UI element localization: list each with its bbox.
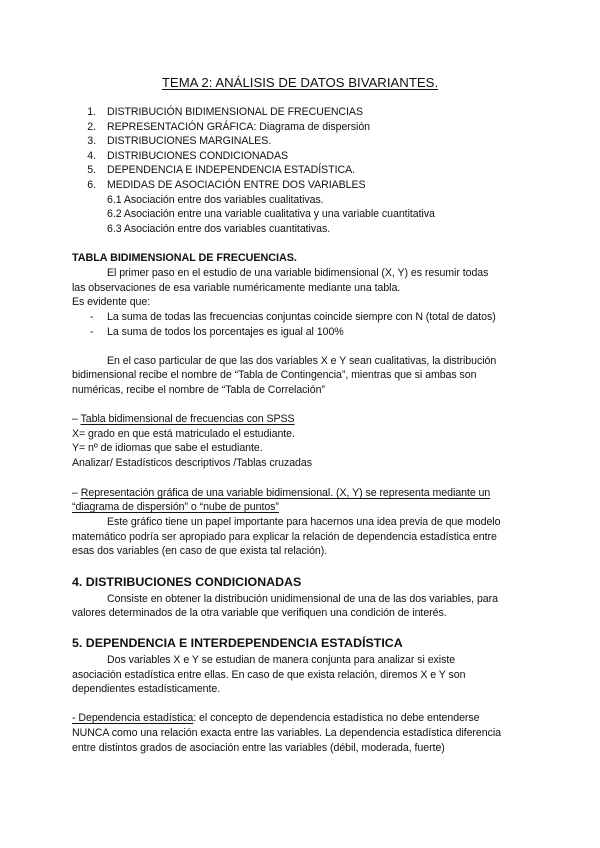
toc-subitem: 6.1 Asociación entre dos variables cualitativas.: [107, 194, 324, 206]
paragraph-line: Analizar/ Estadísticos descriptivos /Tablas cruzadas: [72, 457, 312, 469]
toc-number: 4.: [87, 150, 96, 162]
toc-item: DISTRIBUCIÓN BIDIMENSIONAL DE FRECUENCIAS: [107, 106, 363, 118]
bullet-item: La suma de todos los porcentajes es igual al 100%: [107, 326, 344, 338]
paragraph-line: En el caso particular de que las dos variables X e Y sean cualitativas, la distribución: [107, 355, 497, 367]
toc-item: DISTRIBUCIONES CONDICIONADAS: [107, 150, 289, 162]
grafica-subheading: [72, 486, 490, 501]
paragraph-line: Es evidente que:: [72, 296, 151, 308]
paragraph-line: numéricas, recibe el nombre de “Tabla de Correlación”: [72, 384, 325, 396]
toc-item: MEDIDAS DE ASOCIACIÓN ENTRE DOS VARIABLES: [107, 179, 366, 191]
paragraph-line: Dos variables X e Y se estudian de manera conjunta para analizar si existe: [107, 654, 456, 666]
paragraph-line: las observaciones de esa variable numéricamente mediante una tabla.: [72, 282, 401, 294]
dependencia-line: [72, 711, 480, 726]
bullet-item: La suma de todas las frecuencias conjuntas coincide siempre con N (total de datos): [107, 311, 496, 323]
toc-item: REPRESENTACIÓN GRÁFICA: Diagrama de dispersión: [107, 121, 371, 133]
toc-item: DISTRIBUCIONES MARGINALES.: [107, 135, 272, 147]
toc-number: 3.: [87, 135, 96, 147]
bullet-dash: -: [90, 326, 94, 338]
paragraph-line: entre distintos grados de asociación entre las variables (débil, moderada, fuerte): [72, 742, 445, 754]
paragraph-line: bidimensional recibe el nombre de “Tabla de Contingencia”, mientras que si ambas son: [72, 369, 477, 381]
dependencia-link: - Dependencia estadística: [72, 712, 194, 724]
page-title: TEMA 2: ANÁLISIS DE DATOS BIVARIANTES.: [161, 75, 439, 90]
paragraph-line: Consiste en obtener la distribución unidimensional de una de las dos variables, para: [107, 593, 498, 605]
toc-item: DEPENDENCIA E INDEPENDENCIA ESTADÍSTICA.: [107, 164, 355, 176]
paragraph-line: esas dos variables (en caso de que exista tal relación).: [72, 545, 328, 557]
toc-number: 5.: [87, 164, 96, 176]
paragraph-line: Y= nº de idiomas que sabe el estudiante.: [72, 442, 263, 454]
grafica-link: Representación gráfica de una variable bidimensional. (X, Y) se representa mediante un: [80, 487, 491, 499]
section-heading-tabla: TABLA BIDIMENSIONAL DE FRECUENCIAS.: [72, 252, 297, 264]
bullet-dash: -: [90, 311, 94, 323]
toc-number: 6.: [87, 179, 96, 191]
grafica-dash: –: [72, 487, 78, 499]
paragraph-line: valores determinados de la otra variable que verifiquen una condición de interés.: [72, 607, 447, 619]
paragraph-line: asociación estadística entre ellas. En caso de que exista relación, diremos X e Y son: [72, 669, 466, 681]
dependencia-text: : el concepto de dependencia estadística no debe entenderse: [193, 712, 480, 724]
paragraph-line: X= grado en que está matriculado el estudiante.: [72, 428, 295, 440]
paragraph-line: Este gráfico tiene un papel importante para hacernos una idea previa de que modelo: [107, 516, 501, 528]
grafica-link-line2: “diagrama de dispersión” o “nube de puntos”: [72, 501, 279, 513]
spss-link: Tabla bidimensional de frecuencias con SPSS: [80, 413, 295, 425]
paragraph-line: dependientes estadísticamente.: [72, 683, 221, 695]
toc-subitem: 6.2 Asociación entre una variable cualitativa y una variable cuantitativa: [107, 208, 435, 220]
paragraph-line: NUNCA como una relación exacta entre las variables. La dependencia estadística diferencia: [72, 727, 501, 739]
paragraph-line: matemático podría ser apropiado para explicar la relación de dependencia estadística entre: [72, 531, 497, 543]
paragraph-line: El primer paso en el estudio de una variable bidimensional (X, Y) es resumir todas: [107, 267, 489, 279]
section-heading-5: 5. DEPENDENCIA E INTERDEPENDENCIA ESTADÍSTICA: [72, 636, 403, 650]
toc-number: 2.: [87, 121, 96, 133]
spss-subheading: [72, 412, 295, 427]
section-heading-4: 4. DISTRIBUCIONES CONDICIONADAS: [72, 575, 302, 589]
toc-subitem: 6.3 Asociación entre dos variables cuantitativas.: [107, 223, 331, 235]
spss-dash: –: [72, 413, 78, 425]
toc-number: 1.: [87, 106, 96, 118]
